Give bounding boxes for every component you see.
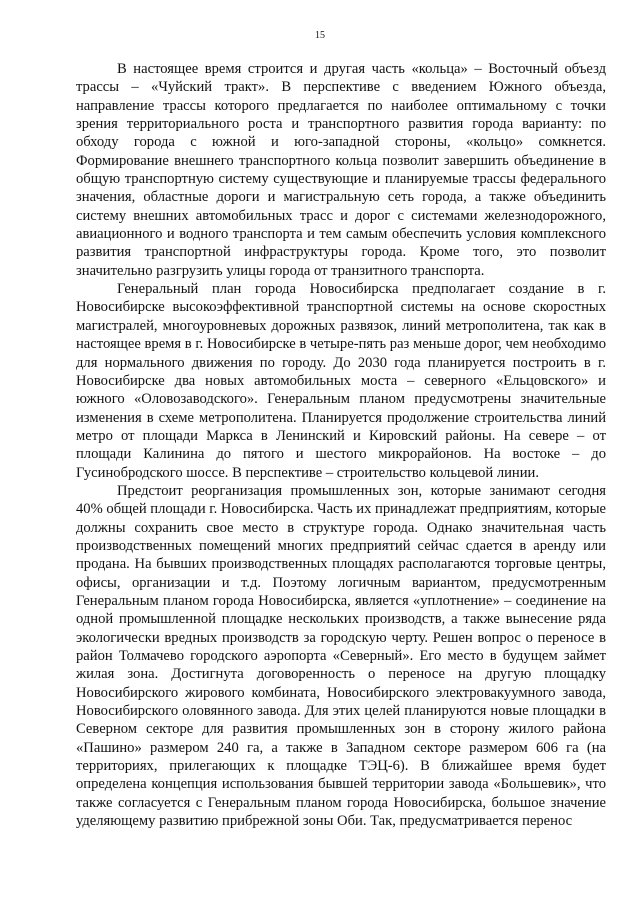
body-text	[76, 60, 606, 830]
paragraph-transport-ring: В настоящее время строится и другая часть «кольца» – Восточный объезд трассы – «Чуйский тракт». В перспективе с введением Южного объезда, направление трассы которого предлагается по наиболее оптимальному с точки зрения территориального роста и транспортного развития города варианту: по обходу города с южной и юго-западной стороны, «кольцо» сомкнется. Формирование внешнего транспортного кольца позволит завершить объединение в общую транспортную систему существующие и планируемые трассы федерального значения, областные дороги и магистральную сеть города, а также объединить систему внешних автомобильных трасс и дорог с системами железнодорожного, авиационного и водного транспорта и тем самым обеспечить условия комплексного развития транспортной инфраструктуры города. Кроме того, это позволит значительно разгрузить улицы города от транзитного транспорта.	[76, 61, 606, 279]
paragraph-industrial-zones: Предстоит реорганизация промышленных зон, которые занимают сегодня 40% общей площади г. Новосибирска. Часть их принадлежат предприятиям, которые должны сохранить свое место в структуре города. Однако значительная часть производственных помещений многих предприятий сейчас сдается в аренду или продана. На бывших производственных площадях располагаются торговые центры, офисы, организации и т.д. Поэтому логичным вариантом, предусмотренным Генеральным планом города Новосибирска, является «уплотнение» – соединение на одной промышленной площадке нескольких производств, а также вынесение ряда экологически вредных производств за городскую черту. Решен вопрос о переносе в район Толмачево городского аэропорта «Северный». Его место в будущем займет жилая зона. Достигнута договоренность о переносе на другую площадку Новосибирского жирового комбината, Новосибирского электровакуумного завода, Новосибирского оловянного завода. Для этих целей планируются новые площадки в Северном секторе для развития промышленных зон в сторону жилого района «Пашино» размером 240 га, а также в Западном секторе размером 606 га (на территориях, прилегающих к площадке ТЭЦ-6). В ближайшее время будет определена концепция использования бывшей территории завода «Большевик», что также согласуется с Генеральным планом города Новосибирска, большое значение уделяющему развитию прибрежной зоны Оби. Так, предусматривается перенос	[76, 482, 607, 830]
page-number: 15	[315, 30, 325, 41]
paragraph-general-plan-transport: Генеральный план города Новосибирска предполагает создание в г. Новосибирске высокоэффективной транспортной системы на основе скоростных магистралей, многоуровневых дорожных развязок, линий метрополитена, так как в настоящее время в г. Новосибирске в четыре-пять раз меньше дорог, чем необходимо для нормального движения по городу. До 2030 года планируется построить в г. Новосибирске два новых автомобильных моста – северного «Ельцовского» и южного «Оловозаводского». Генеральным планом предусмотрены значительные изменения в схеме метрополитена. Планируется продолжение строительства линий метро от площади Маркса в Ленинский и Кировский районы. На севере – от площади Калинина до пятого и шестого микрорайонов. На востоке – до Гусинобродского шоссе. В перспективе – строительство кольцевой линии.	[76, 281, 606, 481]
